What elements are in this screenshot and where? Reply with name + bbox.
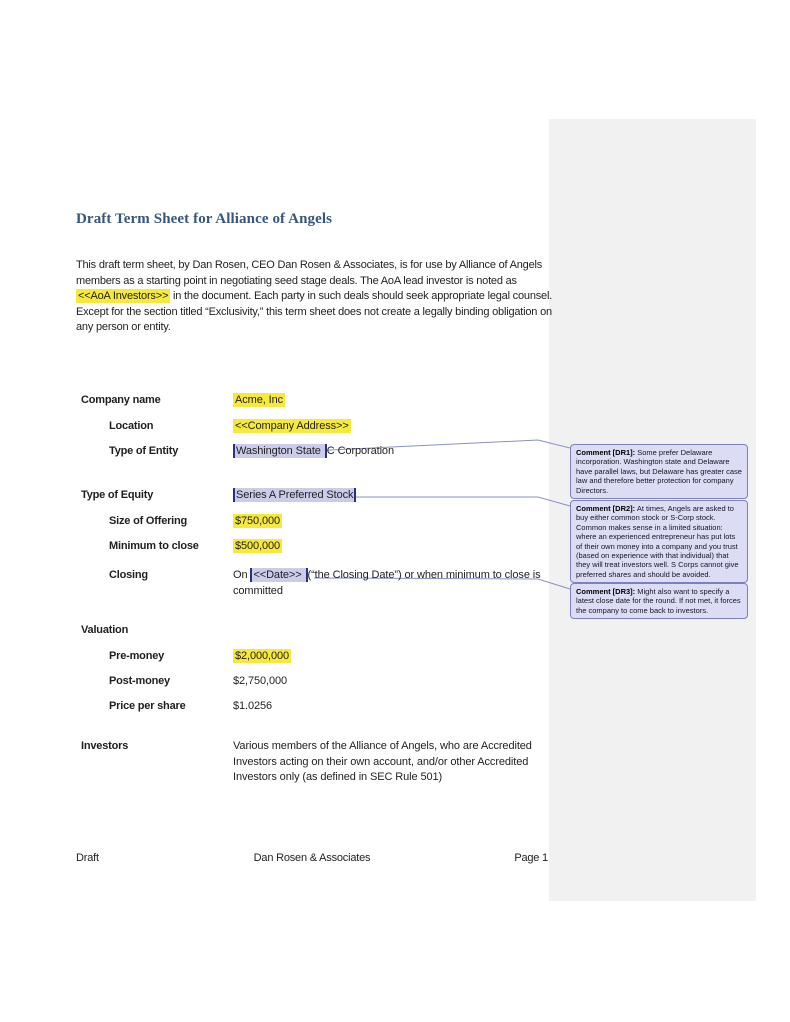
location-label: Location — [109, 420, 154, 432]
company-name-highlight[interactable]: Acme, Inc — [235, 394, 284, 406]
field-row-investors — [81, 739, 549, 786]
investors-label: Investors — [81, 740, 129, 752]
comment-dr3-text: Might also want to specify a latest close date for the round. If not met, it forces the company to come back to investors. — [576, 587, 741, 615]
closing-label: Closing — [109, 569, 148, 581]
field-row-location — [81, 419, 549, 435]
field-row-type-of-equity — [81, 488, 549, 504]
type-of-entity-after-text: C Corporation — [326, 445, 394, 457]
closing-after-text: (“the Closing Date”) or when minimum to close is committed — [233, 569, 541, 597]
comment-balloon-dr1[interactable] — [570, 444, 748, 499]
field-row-company-name — [81, 393, 549, 409]
type-of-entity-label: Type of Entity — [109, 445, 179, 457]
field-row-post-money — [81, 674, 549, 690]
field-row-pre-money — [81, 649, 549, 665]
comment-dr2-text: At times, Angels are asked to buy either common stock or S-Corp stock. Common makes sense in a limited situation: where an experienced entrepreneur has put lots of their own money into a company and you trust (based on experience with that individual) that they will treat investors well. S Corps cannot give preferred shares and should be avoided. — [576, 504, 739, 579]
post-money-value: $2,750,000 — [233, 675, 288, 687]
series-a-comment-anchor[interactable]: Series A Preferred Stock — [233, 488, 356, 502]
type-of-entity-value — [233, 444, 549, 460]
comment-balloon-dr2[interactable] — [570, 500, 748, 583]
footer-draft-label: Draft — [76, 852, 99, 864]
comment-dr2-label: Comment [DR2]: — [576, 504, 636, 513]
valuation-heading: Valuation — [81, 624, 129, 636]
size-of-offering-value — [233, 514, 549, 530]
closing-before-text: On — [233, 569, 251, 581]
price-per-share-label: Price per share — [109, 700, 186, 712]
comment-balloon-dr3[interactable] — [570, 583, 748, 619]
size-of-offering-label: Size of Offering — [109, 515, 188, 527]
type-of-equity-value — [233, 488, 549, 504]
comment-dr1-label: Comment [DR1]: — [576, 448, 636, 457]
intro-text-post: in the document. Each party in such deals should seek appropriate legal counsel. Except for the section titled “Exclusivity,” this term sheet does not create a legally binding obligation on any person or entity. — [76, 290, 553, 334]
field-row-minimum-to-close — [81, 539, 549, 555]
field-row-type-of-entity — [81, 444, 549, 460]
comment-dr1-text: Some prefer Delaware incorporation. Washington state and Delaware have parallel laws, but Delaware has greater case law and therefore better protection for company Directors. — [576, 448, 742, 495]
page-title: Draft Term Sheet for Alliance of Angels — [76, 211, 333, 227]
pre-money-value — [233, 649, 549, 665]
price-per-share-value: $1.0256 — [233, 700, 273, 712]
comment-dr3-label: Comment [DR3]: — [576, 587, 636, 596]
location-value — [233, 419, 549, 435]
size-of-offering-highlight[interactable]: $750,000 — [235, 515, 281, 527]
type-of-equity-label: Type of Equity — [81, 489, 154, 501]
minimum-to-close-value — [233, 539, 549, 555]
washington-state-comment-anchor[interactable]: Washington State — [233, 444, 327, 458]
investors-value: Various members of the Alliance of Angels, who are Accredited Investors acting on their own account, and/or other Accredited Investors only (as defined in SEC Rule 501) — [233, 740, 532, 784]
company-name-value — [233, 393, 549, 409]
date-comment-anchor[interactable]: <<Date>> — [250, 568, 307, 582]
footer-page-number: Page 1 — [514, 852, 548, 864]
minimum-to-close-label: Minimum to close — [109, 540, 199, 552]
field-row-size-of-offering — [81, 514, 549, 530]
post-money-label: Post-money — [109, 675, 170, 687]
aoa-investors-placeholder[interactable]: <<AoA Investors>> — [78, 290, 169, 303]
field-row-price-per-share — [81, 699, 549, 715]
pre-money-label: Pre-money — [109, 650, 165, 662]
page-footer — [76, 852, 548, 864]
company-name-label: Company name — [81, 394, 161, 406]
company-address-placeholder[interactable]: <<Company Address>> — [235, 420, 349, 432]
pre-money-highlight[interactable]: $2,000,000 — [235, 650, 290, 662]
field-row-closing — [81, 568, 549, 599]
minimum-to-close-highlight[interactable]: $500,000 — [235, 540, 281, 552]
footer-author: Dan Rosen & Associates — [253, 852, 371, 864]
closing-value — [233, 568, 549, 599]
intro-text-pre: This draft term sheet, by Dan Rosen, CEO Dan Rosen & Associates, is for use by Alliance of Angels members as a starting point in negotiating seed stage deals. The AoA lead investor is noted as — [76, 259, 543, 287]
intro-paragraph — [76, 258, 554, 336]
